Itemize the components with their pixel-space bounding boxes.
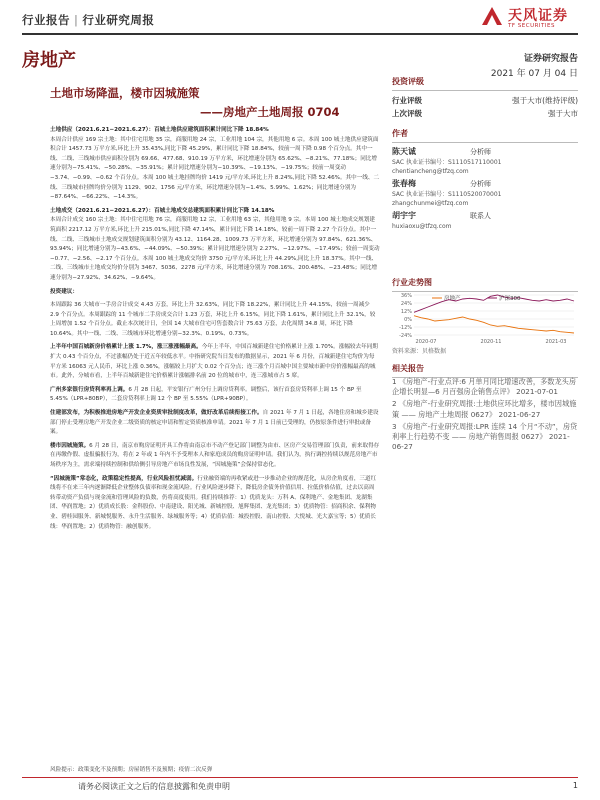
report-body (50, 126, 380, 536)
page-number: 1 (572, 781, 578, 790)
legend-label: 房地产 (444, 296, 461, 302)
header-rule (22, 33, 578, 35)
logo-name-en: TF SECURITIES (508, 23, 555, 29)
analyst-email[interactable]: huxiaoxu@tfzq.com (392, 223, 452, 230)
paragraph-lead: 土地供应（2021.6.21−2021.6.27）：百城土地供应建筑面积累计同比下降 18.84% (50, 127, 269, 133)
paragraph-text: 6 月 28 日，南京市购房证明开具工作将由南京市不动产登记部门调整为由市、区房产交易管理部门负责，前来取得存在再缴作假、虚报骗报行为，将在 2 年或 1 年内不予受理本人和家庭成员的购房证明申请。我们认为，执行调控持续以规范房地产市场秩序为主，需求端持续控制和供给侧引导房地产市场良性发展，“因城施策”会保持常态化。 (50, 442, 380, 468)
legend-label: 沪深300 (499, 296, 521, 302)
chart-source: 资料来源：贝格数据 (392, 348, 447, 355)
related-reports-list (392, 377, 578, 454)
report-sub-title: ——房地产土地周报 0704 (200, 105, 340, 119)
report-type: 证券研究报告 (523, 54, 578, 64)
industry-trend-chart (392, 292, 578, 344)
tf-securities-logo (480, 4, 580, 32)
category-separator: | (74, 13, 79, 27)
paragraph-text: 自 2021 年 7 月 1 日起，各地住房和城乡建设部门停止受理房地产开发企业二级资质的核定申请和暂定资质核准申请。2021 年 7 月 1 日前已受理的，仍按原条件进行审批或备案。 (50, 410, 379, 436)
analyst-name: 胡宇宇 (392, 211, 416, 220)
paragraph-lead: 广州多家银行房贷利率再上调。 (50, 386, 129, 393)
analyst-cert: SAC 执业证书编号：S1110520070001 (392, 191, 502, 198)
analyst-name: 陈天诚 (392, 147, 416, 156)
related-report-item[interactable] (392, 377, 578, 397)
paragraph-lead: 土地成交（2021.6.21−2021.6.27）：百城土地成交总建筑面积累计同比下降 14.18% (50, 207, 275, 214)
rating-row (392, 107, 578, 120)
x-tick-label: 2020-11 (480, 339, 502, 344)
report-date: 2021 年 07 月 04 日 (490, 69, 578, 79)
paragraph-text: 本周合计成交 160 宗土地：其中住宅用地 76 宗，商服用地 12 宗，工业用地 63 宗，其他用地 9 宗。本周 100 城土地成交规划建筑面积 2217.12 万平方米,环比上升 215.01%,同比下降 47.14%，累计同比下降 14.18%，较前一周下降 2.27 个百分点。其中一线、二线、三线城市土地成交规划建筑面积分别为 43.12、1164.28、1009.73 万平方米，环比增速分别为 97.84%、621.36%、93.94%；同比增速分别为−43.6%、−44.09%、−50.39%；累计同比增速分别为 2.27%、−12.97%、−17.49%；较前一周变动−0.77、−2.56、−2.17 个百分点。本周 100 城土地成交均价 3750 元/平方米,环比上升 44.29%,同比上升 18.37%。其中一线、二线、三线城市土地成交均价分别为 3467、5036、2278 元/平方米，环比增速分别为 708.16%、200.48%、−23.48%；同比增速分别为−27.92%、34.62%、−9.64%。 (50, 217, 380, 281)
y-tick-label: -24% (399, 333, 412, 339)
analyst-role: 联系人 (470, 212, 491, 220)
y-tick-label: 24% (400, 301, 412, 307)
paragraph-text: 本周合计供应 169 宗土地：其中住宅用地 35 宗，商服用地 24 宗，工业用地 104 宗，其他用地 6 宗。本周 100 城土地供应建筑面积合计 1457.73 万平方米,环比上升 35.43%,同比下降 45.29%，累计同比下降 18.84%，较前一周下降 0.98 个百分点。其中一线、二线、三线城市供应面积分别为 69.66、477.68、910.19 万平方米，环比增速分别为 65.62%、−8.21%、77.18%；同比增速分别为−75.41%、−50.28%、−35.91%；累计同比增速分别为−10.39%、−19.13%、−19.75%；较前一周变动−3.74、−0.99、−0.62 个百分点。本周 100 城土地挂牌均价 1419 元/平方米,环比上升 8.24%,同比下降 52.46%。其中一线、二线、三线城市挂牌均价分别为 1129、902、1756 元/平方米，环比增速分别为−1.4%、5.99%、1.62%；同比增速分别为−87.64%、−66.22%、−14.3%。 (50, 136, 380, 201)
body-paragraph (50, 409, 380, 438)
report-main-title: 土地市场降温，楼市因城施策 (50, 86, 200, 100)
body-paragraph (50, 442, 380, 471)
series-line (414, 316, 574, 333)
related-report-date: 2021-06-27 (498, 409, 541, 419)
paragraph-text: 今年上半年，中国百城新建住宅价格累计上涨 1.70%。涨幅较去年同期扩大 0.43 个百分点，不过涨幅仍处于近五年较低水平。中指研究院当日发布的数据显示，2021 年 6 月份，百城新建住宅均价为每平方米 16063 元人民币，环比上涨 0.36%，涨幅较上月扩大 0.02 个百分点；连三涨个月百城中国主要城市新中房价涨幅最高的城市。此外，分城市看，上半年百城新建住宅价格累计涨幅排名前 20 位的城市中，连三涨城市占 5 席。 (50, 344, 378, 380)
sector-title: 房地产 (22, 50, 76, 71)
footer-rule (22, 777, 578, 778)
body-paragraph (50, 288, 380, 298)
paragraph-text: 6 月 28 日起，平安银行广州分行上调房贷利率。调整后，该行首套房贷利率上调 15 个 BP 至 5.45%（LPR+80BP），二套房贷利率上调 12 个 BP 至 5.55%（LPR+90BP）。 (50, 386, 362, 403)
body-paragraph (50, 343, 380, 381)
body-paragraph (50, 126, 380, 203)
analyst-name: 张春梅 (392, 179, 416, 188)
related-report-date: 2021-06-27 (392, 432, 570, 452)
related-report-title[interactable]: 2 《房地产-行业研究周报:土地供应环比增多，楼市因城施策 —— 房地产土地周报 0627》 (392, 399, 577, 419)
y-tick-label: 36% (400, 293, 412, 299)
report-category (22, 12, 154, 28)
analyst-role: 分析师 (470, 148, 491, 156)
y-tick-label: 0% (404, 317, 412, 323)
analyst-list (392, 128, 578, 231)
related-report-title[interactable]: 3 《房地产-行业研究周报:LPR 连续 14 个月“不动”，房贷利率上行趋势不变 —— 房地产销售周报 0627》 (392, 421, 578, 442)
subcategory-label: 行业研究周报 (82, 13, 155, 27)
risk-warning: 风险提示：政策变化不及预期；房屋销售不及预期；疫情二次反弹 (50, 767, 213, 773)
rating-value: 强于大市(维持评级) (512, 96, 578, 105)
sidebar (392, 76, 578, 233)
paragraph-lead: 住建部发布，为积极推进房地产开发企业资质审批制度改革，做好改革后续衔接工作。 (50, 410, 263, 417)
analyst-email[interactable]: zhangchunmei@tfzq.com (392, 200, 469, 207)
paragraph-lead: 上半年中国百城新房价格累计上涨 1.7%，涨三涨涨幅最高。 (50, 344, 202, 351)
page-header (0, 0, 600, 40)
x-tick-label: 2020-07 (415, 339, 437, 344)
analysts-heading: 作者 (392, 128, 578, 143)
analyst-cert: SAC 执业证书编号：S1110517110001 (392, 159, 502, 166)
paragraph-lead: “因城施策”常态化，政策稳定性提高，行业风险担忧减弱。 (50, 475, 198, 482)
body-paragraph (50, 301, 380, 339)
rating-heading: 投资评级 (392, 76, 578, 91)
logo-name-cn: 天风证券 (508, 8, 568, 24)
paragraph-lead: 楼市因城施策。 (50, 442, 90, 449)
related-report-date: 2021-07-01 (516, 387, 558, 397)
chart-title: 行业走势图 (392, 277, 578, 292)
rating-row (392, 94, 578, 107)
related-report-title[interactable]: 1 《房地产-行业点评:6 月单月同比增速改善，多数龙头房企增长明显—6 月百强房企销售点评》 (392, 377, 577, 397)
paragraph-text: 本周跟踪 36 大城市一手房合计成交 4.43 万套，环比上升 32.63%，同比下降 18.22%，累计同比上升 44.15%，较前一周减少 2.9 个百分点。本周跟踪的 11 个城市二手房成交合计 1.23 万套，环比上升 6.15%，同比下降 1.61%，累计同比上升 32.1%，较上周增加 1.52 个百分点。截止本次统计日，全国 14 大城市住宅可售套数合计 75.63 万套，去化周期 34.8 周，环比下降 10.64%。其中一线、二线、三线城市环比增速分别−32.3%、0.19%、0.73%。 (50, 302, 376, 337)
related-reports-heading: 相关报告 (392, 363, 578, 378)
related-report-item[interactable] (392, 422, 578, 453)
footer-disclaimer: 请务必阅读正文之后的信息披露和免责申明 (78, 782, 230, 791)
paragraph-text: 行业融资端的再收紧或进一步推动企业的规范化，从房企角度看，三道红线将不在来三年内逐渐降低企业整体负债率和现金流风险。行业风险逐步降下，降低房企债务价值信用、拉低价格估值，过去以高周转带动资产负债与现金流和管理风险的负数，仍将高度使用。我们持续推荐：1）优质龙头：万科 A、保利地产、金地集团、龙湖集团、华润置地；2）优质成长股：金科股份、中南建设、阳光城、新城控股、旭辉集团、龙光集团；3）优质物管：招商积余、保利物业、碧桂园服务、新城悦服务、永升生活服务、绿城服务等；4）优质估值：城投控股、南山控股、大悦城、光大嘉宝等；5）优质长线：华润置地；2）优质物管：融创服务。 (50, 475, 377, 530)
x-tick-label: 2021-03 (545, 339, 567, 344)
body-paragraph (50, 475, 380, 533)
rating-label: 行业评级 (392, 96, 422, 105)
rating-value: 强于大市 (548, 109, 578, 118)
category-label: 行业报告 (22, 13, 70, 27)
analyst-role: 分析师 (470, 180, 491, 188)
analyst-card (392, 146, 578, 176)
logo-mark-icon (480, 5, 504, 29)
body-paragraph (50, 386, 380, 405)
paragraph-lead: 投资建议： (50, 288, 78, 295)
y-tick-label: -12% (399, 325, 412, 331)
rating-label: 上次评级 (392, 109, 422, 118)
related-report-item[interactable] (392, 399, 578, 419)
analyst-card (392, 210, 578, 231)
body-paragraph (50, 207, 380, 284)
analyst-email[interactable]: chentiancheng@tfzq.com (392, 168, 469, 175)
analyst-card (392, 178, 578, 208)
y-tick-label: 12% (400, 309, 412, 315)
